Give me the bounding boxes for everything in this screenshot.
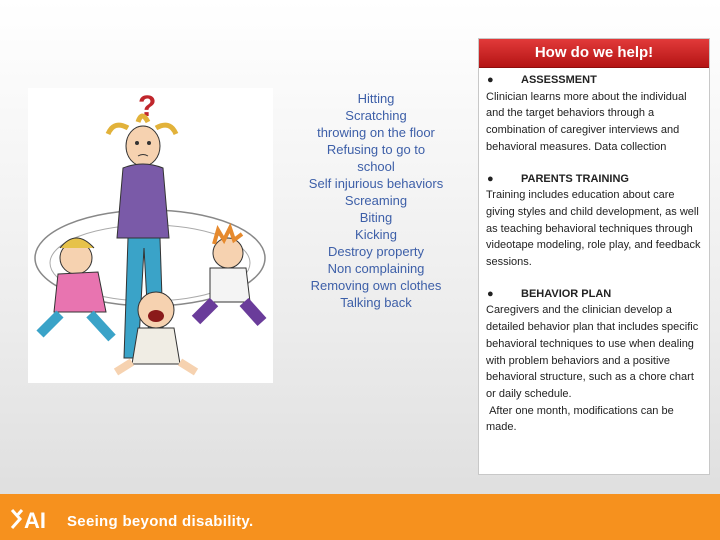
behavior-item: Screaming: [344, 193, 408, 208]
question-mark-icon: ?: [138, 90, 157, 123]
behavior-item: throwing on the floor: [317, 125, 435, 140]
section-text: Caregivers and the clinician develop a detailed behavior plan that includes specific behavioral techniques to use when dealing with problem behaviors and a positive behavioral structure, such as a chore chart or daily schedule.: [486, 304, 699, 400]
section-behavior-plan: [486, 286, 703, 436]
section-heading: ASSESSMENT: [521, 74, 597, 86]
behavior-item: Refusing to go to: [326, 142, 426, 157]
bullet-icon: ●: [487, 287, 494, 300]
behavior-item: Self injurious behaviors: [308, 176, 444, 191]
behavior-item: Destroy property: [327, 244, 425, 259]
behavior-item: school: [357, 159, 395, 174]
behavior-item: Kicking: [355, 227, 397, 242]
problem-behaviors-list: [296, 90, 456, 311]
section-assessment: [486, 72, 703, 156]
bullet-icon: ●: [487, 74, 494, 86]
footer-bar: [0, 494, 720, 540]
behavior-item: Talking back: [340, 295, 412, 310]
behavior-item: Biting: [359, 210, 393, 225]
organization-logo: [10, 508, 62, 530]
behavior-item: Hitting: [357, 91, 395, 106]
section-extra-text: After one month, modifications can be made.: [486, 404, 677, 434]
section-heading: BEHAVIOR PLAN: [521, 287, 612, 300]
behavior-item: Scratching: [345, 108, 407, 123]
boy-figure: [196, 228, 262, 322]
footer-tagline: Seeing beyond disability.: [67, 513, 254, 530]
section-parents-training: [486, 171, 703, 271]
cartoon-drawing: [28, 88, 273, 383]
section-text: Clinician learns more about the individual and the target behaviors through a combination of caregiver interviews and behavioral measures. Data collection: [486, 90, 687, 153]
section-text: Training includes education about care giving styles and child development, as well as teaching behavioral techniques through videotape modeling, role play, and feedback sessions.: [486, 189, 701, 269]
bullet-icon: ●: [487, 172, 494, 185]
how-we-help-panel: [478, 38, 710, 475]
behavior-item: Removing own clothes: [310, 278, 442, 293]
panel-title: How do we help!: [479, 39, 709, 68]
logo-text: AI: [24, 508, 46, 530]
stressed-parent-illustration: [28, 88, 273, 383]
girl-figure: [40, 238, 112, 338]
behavior-item: Non complaining: [327, 261, 425, 276]
section-heading: PARENTS TRAINING: [521, 172, 629, 185]
